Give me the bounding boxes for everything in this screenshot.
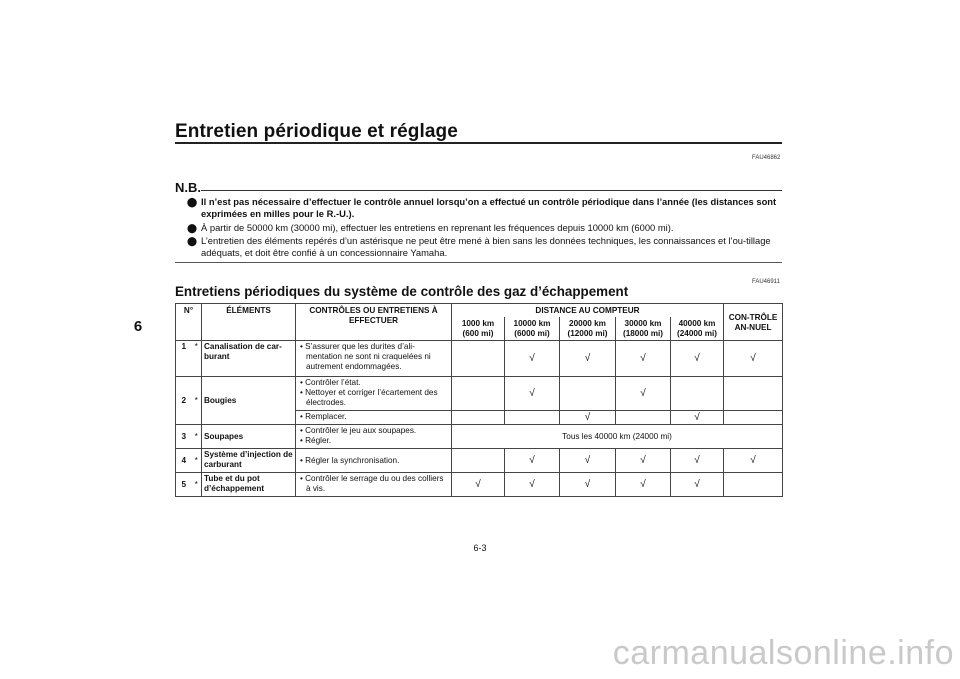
check-mark: √ bbox=[505, 341, 560, 377]
row-element: Canalisation de car-burant bbox=[202, 341, 296, 377]
check-mark: √ bbox=[452, 473, 505, 497]
nb-bottom-rule bbox=[175, 262, 782, 263]
table-row bbox=[176, 425, 783, 449]
check-cell bbox=[452, 377, 505, 411]
row-number: 5 bbox=[176, 473, 192, 497]
check-cell bbox=[616, 411, 671, 425]
bullet-icon: ⬤ bbox=[187, 222, 198, 233]
interval-span-text: Tous les 40000 km (24000 mi) bbox=[452, 425, 783, 449]
check-mark: √ bbox=[724, 449, 783, 473]
check-mark: √ bbox=[671, 411, 724, 425]
check-cell bbox=[452, 449, 505, 473]
col-header-no: N° bbox=[176, 304, 202, 341]
chapter-tab: 6 bbox=[133, 318, 143, 335]
col-header-elements: ÉLÉMENTS bbox=[202, 304, 296, 341]
page-title: Entretien périodique et réglage bbox=[175, 121, 458, 142]
interval-header: 30000 km (18000 mi) bbox=[616, 317, 671, 341]
check-mark: √ bbox=[671, 473, 724, 497]
row-element: Système d’injection de carburant bbox=[202, 449, 296, 473]
check-mark: √ bbox=[616, 341, 671, 377]
col-header-distance: DISTANCE AU COMPTEUR bbox=[452, 304, 724, 318]
nb-item: ⬤ L’entretien des éléments repérés d’un astérisque ne peut être mené à bien sans les données techniques, les connaissances et l’ou-tillage adéquats, et doit être confié à un concessionnaire Yamaha. bbox=[187, 234, 771, 259]
row-number: 3 bbox=[176, 425, 192, 449]
check-mark: √ bbox=[724, 341, 783, 377]
row-number: 4 bbox=[176, 449, 192, 473]
col-header-annual: CON-TRÔLE AN-NUEL bbox=[724, 304, 783, 341]
row-ops: • Contrôler le jeu aux soupapes. • Régler. bbox=[296, 425, 452, 449]
interval-header: 10000 km (6000 mi) bbox=[505, 317, 560, 341]
nb-item: ⬤ À partir de 50000 km (30000 mi), effectuer les entretiens en reprenant les fréquences depuis 10000 km (6000 mi). bbox=[187, 221, 674, 233]
check-mark: √ bbox=[671, 449, 724, 473]
asterisk: * bbox=[192, 341, 202, 377]
nb-label: N.B. bbox=[175, 180, 201, 195]
check-mark: √ bbox=[560, 411, 616, 425]
row-ops: • Remplacer. bbox=[296, 411, 452, 425]
check-cell bbox=[452, 411, 505, 425]
check-cell bbox=[724, 473, 783, 497]
bullet-icon: ⬤ bbox=[187, 197, 198, 207]
check-mark: √ bbox=[560, 473, 616, 497]
asterisk: * bbox=[192, 449, 202, 473]
row-ops: • Contrôler le serrage du ou des colliers à vis. bbox=[296, 473, 452, 497]
maintenance-table bbox=[175, 303, 783, 497]
watermark: carmanualsonline.info bbox=[612, 634, 954, 672]
interval-header: 40000 km (24000 mi) bbox=[671, 317, 724, 341]
table-row bbox=[176, 341, 783, 377]
row-ops: • Régler la synchronisation. bbox=[296, 449, 452, 473]
check-mark: √ bbox=[616, 473, 671, 497]
table-header-row bbox=[176, 304, 783, 318]
check-mark: √ bbox=[560, 449, 616, 473]
row-number: 1 bbox=[176, 341, 192, 377]
section-code: FAU46911 bbox=[752, 279, 780, 285]
nb-rule bbox=[201, 190, 782, 191]
title-rule bbox=[175, 142, 782, 144]
interval-header: 20000 km (12000 mi) bbox=[560, 317, 616, 341]
check-cell bbox=[671, 377, 724, 411]
col-header-ops: CONTRÔLES OU ENTRETIENS À EFFECTUER bbox=[296, 304, 452, 341]
row-number: 2 bbox=[176, 377, 192, 425]
row-ops: • Contrôler l’état. • Nettoyer et corriger l’écartement des électrodes. bbox=[296, 377, 452, 411]
asterisk: * bbox=[192, 473, 202, 497]
check-mark: √ bbox=[505, 473, 560, 497]
check-cell bbox=[452, 341, 505, 377]
check-cell bbox=[505, 411, 560, 425]
row-ops: • S’assurer que les durites d’ali-mentation ne sont ni craquelées ni autrement endommagées. bbox=[296, 341, 452, 377]
page-number: 6-3 bbox=[473, 543, 487, 553]
nb-item: ⬤ Il n’est pas nécessaire d’effectuer le contrôle annuel lorsqu’on a effectué un contrôle périodique dans l’année (les distances sont exprimées en milles pour le R.-U.). bbox=[187, 196, 777, 220]
check-mark: √ bbox=[505, 377, 560, 411]
nb-list bbox=[187, 196, 783, 260]
nb-code: FAU46862 bbox=[752, 155, 781, 161]
check-mark: √ bbox=[616, 377, 671, 411]
check-cell bbox=[724, 377, 783, 411]
interval-header: 1000 km (600 mi) bbox=[452, 317, 505, 341]
check-mark: √ bbox=[560, 341, 616, 377]
check-mark: √ bbox=[671, 341, 724, 377]
table-row bbox=[176, 449, 783, 473]
check-cell bbox=[724, 411, 783, 425]
table-row bbox=[176, 473, 783, 497]
section-title: Entretiens périodiques du système de contrôle des gaz d’échappement bbox=[175, 284, 629, 299]
row-element: Bougies bbox=[202, 377, 296, 425]
check-cell bbox=[560, 377, 616, 411]
check-mark: √ bbox=[505, 449, 560, 473]
row-element: Soupapes bbox=[202, 425, 296, 449]
asterisk: * bbox=[192, 377, 202, 425]
row-element: Tube et du pot d’échappement bbox=[202, 473, 296, 497]
bullet-icon: ⬤ bbox=[187, 235, 198, 246]
table-row bbox=[176, 377, 783, 411]
asterisk: * bbox=[192, 425, 202, 449]
check-mark: √ bbox=[616, 449, 671, 473]
